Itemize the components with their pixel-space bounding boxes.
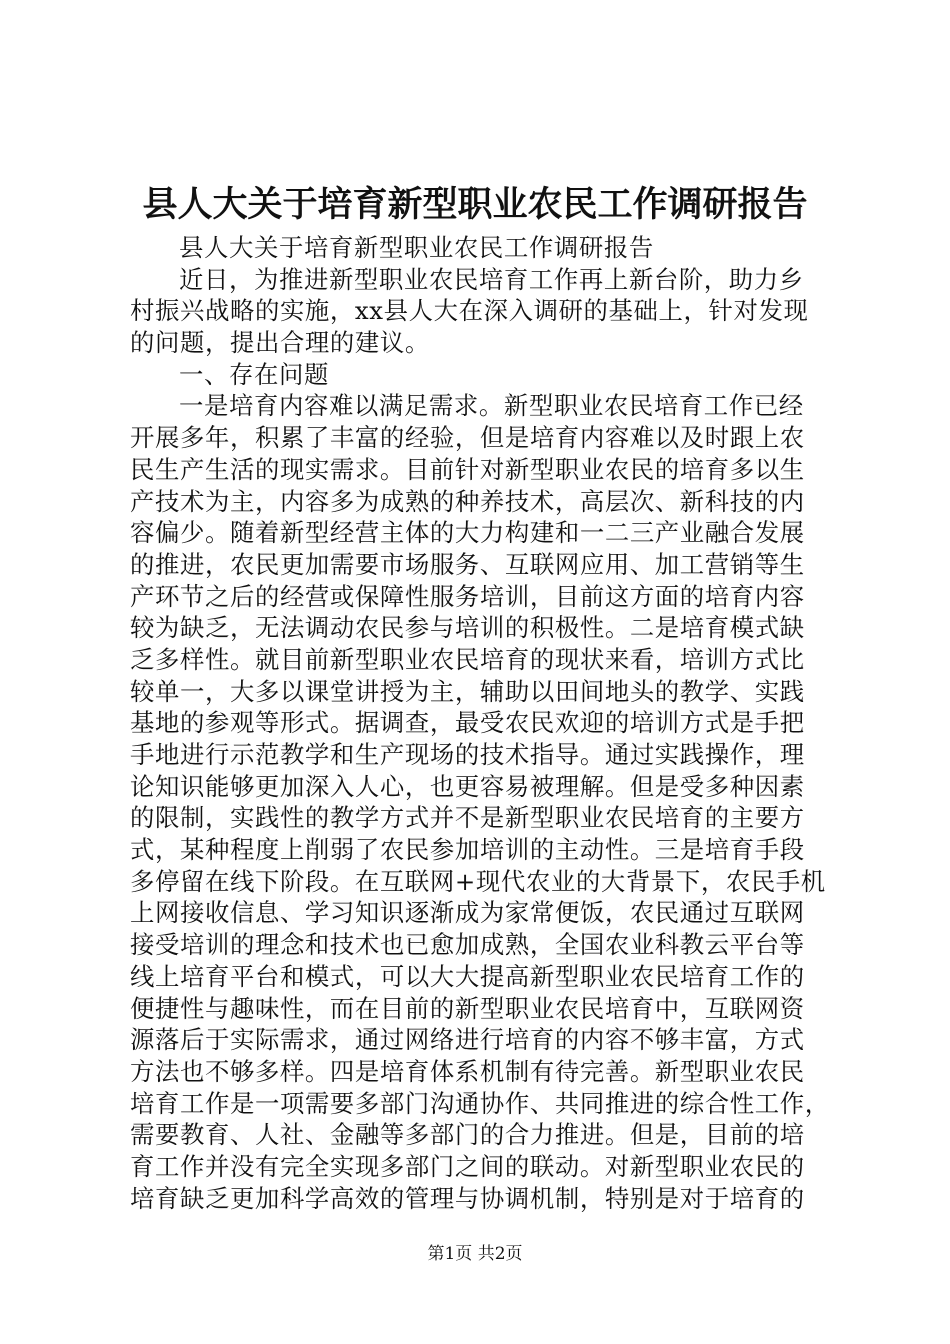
document-title: 县人大关于培育新型职业农民工作调研报告 (142, 184, 808, 225)
body-line: 近日，为推进新型职业农民培育工作再上新台阶，助力乡 (179, 264, 804, 294)
body-line: 较为缺乏，无法调动农民参与培训的积极性。二是培育模式缺 (130, 613, 805, 643)
body-line: 上网接收信息、学习知识逐渐成为家常便饭，农民通过互联网 (130, 898, 805, 928)
body-line: 的问题，提出合理的建议。 (130, 328, 430, 358)
body-line: 方法也不够多样。四是培育体系机制有待完善。新型职业农民 (130, 1056, 805, 1086)
body-line: 论知识能够更加深入人心，也更容易被理解。但是受多种因素 (130, 771, 805, 801)
body-line: 一是培育内容难以满足需求。新型职业农民培育工作已经 (179, 391, 804, 421)
body-line: 基地的参观等形式。据调查，最受农民欢迎的培训方式是手把 (130, 708, 805, 738)
body-line: 多停留在线下阶段。在互联网+现代农业的大背景下，农民手机 (130, 866, 826, 896)
body-line: 接受培训的理念和技术也已愈加成熟，全国农业科教云平台等 (130, 930, 805, 960)
body-line: 较单一，大多以课堂讲授为主，辅助以田间地头的教学、实践 (130, 676, 805, 706)
body-line: 源落后于实际需求，通过网络进行培育的内容不够丰富，方式 (130, 1025, 805, 1055)
body-line: 容偏少。随着新型经营主体的大力构建和一二三产业融合发展 (130, 518, 805, 548)
document-body (130, 232, 830, 1214)
section-heading: 一、存在问题 (179, 359, 329, 389)
body-line: 育工作并没有完全实现多部门之间的联动。对新型职业农民的 (130, 1151, 805, 1181)
body-line: 县人大关于培育新型职业农民工作调研报告 (179, 233, 654, 262)
body-line: 培育工作是一项需要多部门沟通协作、共同推进的综合性工作， (130, 1088, 830, 1118)
body-line: 便捷性与趣味性，而在目前的新型职业农民培育中，互联网资 (130, 993, 805, 1023)
page-footer: 第1页 共2页 (427, 1244, 523, 1264)
body-line: 手地进行示范教学和生产现场的技术指导。通过实践操作，理 (130, 740, 805, 769)
body-line: 民生产生活的现实需求。目前针对新型职业农民的培育多以生 (130, 454, 805, 484)
body-line: 培育缺乏更加科学高效的管理与协调机制，特别是对于培育的 (130, 1183, 805, 1213)
body-line: 的限制，实践性的教学方式并不是新型职业农民培育的主要方 (130, 803, 805, 833)
body-line: 式，某种程度上削弱了农民参加培训的主动性。三是培育手段 (130, 835, 805, 865)
body-line: 产技术为主，内容多为成熟的种养技术，高层次、新科技的内 (130, 486, 805, 516)
body-line: 的推进，农民更加需要市场服务、互联网应用、加工营销等生 (130, 549, 805, 579)
body-line: 村振兴战略的实施，xx县人大在深入调研的基础上，针对发现 (130, 296, 809, 326)
body-line: 乏多样性。就目前新型职业农民培育的现状来看，培训方式比 (130, 644, 805, 674)
body-line: 需要教育、人社、金融等多部门的合力推进。但是，目前的培 (130, 1120, 805, 1150)
body-line: 开展多年，积累了丰富的经验，但是培育内容难以及时跟上农 (130, 423, 805, 453)
body-line: 线上培育平台和模式，可以大大提高新型职业农民培育工作的 (130, 961, 805, 991)
body-line: 产环节之后的经营或保障性服务培训，目前这方面的培育内容 (130, 581, 805, 611)
